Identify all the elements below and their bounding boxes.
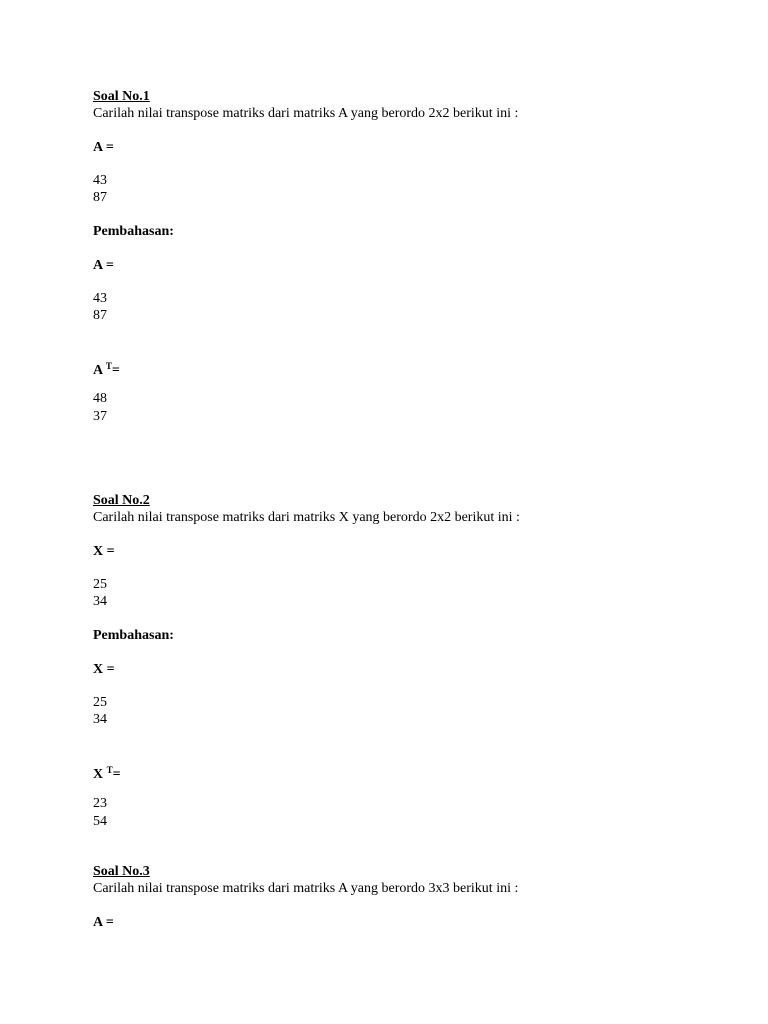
soal-1-matrix-label: A = bbox=[93, 140, 114, 155]
soal-2-pembahasan-row-1: 25 bbox=[93, 695, 107, 710]
soal-2-matrix-row-2: 34 bbox=[93, 594, 107, 609]
soal-2-matrix-label: X = bbox=[93, 544, 115, 559]
soal-1-heading: Soal No.1 bbox=[93, 89, 150, 104]
soal-2-pembahasan-label: Pembahasan: bbox=[93, 628, 174, 643]
soal-3-matrix-label: A = bbox=[93, 915, 114, 930]
soal-1-matrix-row-2: 87 bbox=[93, 190, 107, 205]
soal-1-transpose-row-2: 37 bbox=[93, 409, 107, 424]
soal-1-transpose-label: A $^T$= bbox=[93, 361, 120, 378]
soal-1-pembahasan-label: Pembahasan: bbox=[93, 224, 174, 239]
soal-2-heading: Soal No.2 bbox=[93, 493, 150, 508]
soal-2-transpose-label: X $^T$= bbox=[93, 765, 121, 782]
soal-3-question: Carilah nilai transpose matriks dari matriks A yang berordo 3x3 berikut ini : bbox=[93, 881, 519, 896]
soal-1-pembahasan-row-1: 43 bbox=[93, 291, 107, 306]
soal-1-pembahasan-matrix-label: A = bbox=[93, 258, 114, 273]
soal-3-heading: Soal No.3 bbox=[93, 864, 150, 879]
soal-2-pembahasan-matrix-label: X = bbox=[93, 662, 115, 677]
soal-1-pembahasan-row-2: 87 bbox=[93, 308, 107, 323]
soal-2-matrix-row-1: 25 bbox=[93, 577, 107, 592]
soal-2-question: Carilah nilai transpose matriks dari matriks X yang berordo 2x2 berikut ini : bbox=[93, 510, 520, 525]
soal-2-transpose-row-2: 54 bbox=[93, 814, 107, 829]
soal-1-transpose-row-1: 48 bbox=[93, 391, 107, 406]
soal-2-transpose-row-1: 23 bbox=[93, 796, 107, 811]
soal-1-matrix-row-1: 43 bbox=[93, 173, 107, 188]
soal-2-pembahasan-row-2: 34 bbox=[93, 712, 107, 727]
soal-1-question: Carilah nilai transpose matriks dari matriks A yang berordo 2x2 berikut ini : bbox=[93, 106, 519, 121]
